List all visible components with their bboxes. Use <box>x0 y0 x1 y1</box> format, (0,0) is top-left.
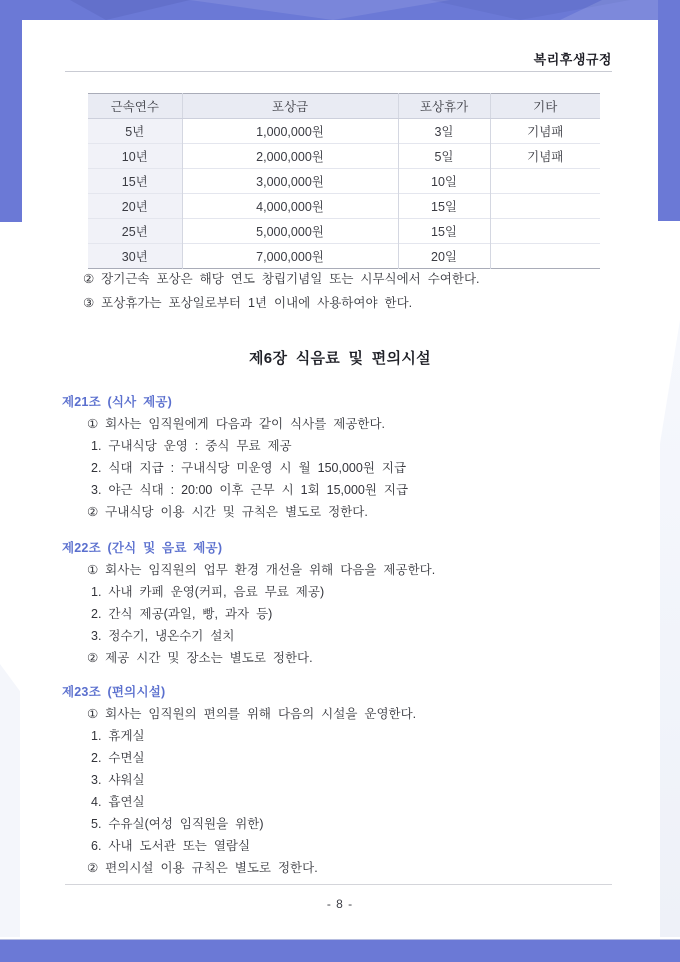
table-header-cell: 포상금 <box>182 94 398 119</box>
table-header-cell: 포상휴가 <box>398 94 490 119</box>
section-article-22 <box>62 537 435 669</box>
section-line: ① 회사는 임직원의 업무 환경 개선을 위해 다음을 제공한다. <box>87 563 436 577</box>
header-divider <box>65 71 612 72</box>
section-line: 1. 구내식당 운영 : 중식 무료 제공 <box>91 439 292 453</box>
section-line: 3. 야근 식대 : 20:00 이후 근무 시 1회 15,000원 지급 <box>91 483 409 497</box>
long-service-award-table <box>88 93 600 269</box>
page-header-title: 복리후생규정 <box>533 52 612 67</box>
chapter-title: 제6장 식음료 및 편의시설 <box>249 350 431 367</box>
section-line: ② 구내식당 이용 시간 및 규칙은 별도로 정한다. <box>87 505 368 519</box>
table-cell: 15년 <box>88 169 182 194</box>
page-number: - 8 - <box>326 897 354 911</box>
table-cell: 5,000,000원 <box>182 219 398 244</box>
table-cell <box>490 169 600 194</box>
table-cell: 7,000,000원 <box>182 244 398 269</box>
section-line: 3. 정수기, 냉온수기 설치 <box>91 629 235 643</box>
section-line: ② 편의시설 이용 규칙은 별도로 정한다. <box>87 861 318 875</box>
table-cell: 20일 <box>398 244 490 269</box>
band-facet <box>190 0 450 20</box>
table-cell: 1,000,000원 <box>182 119 398 144</box>
section-heading: 제23조 (편의시설) <box>62 685 166 699</box>
table-row <box>88 119 600 144</box>
table-header-row <box>88 94 600 119</box>
table-row <box>88 144 600 169</box>
section-article-23 <box>62 681 416 879</box>
note-line: ② 장기근속 포상은 해당 연도 창립기념일 또는 시무식에서 수여한다. <box>83 272 480 286</box>
table-cell: 25년 <box>88 219 182 244</box>
table-cell: 기념패 <box>490 119 600 144</box>
table-cell: 2,000,000원 <box>182 144 398 169</box>
table-cell: 15일 <box>398 194 490 219</box>
table-cell: 15일 <box>398 219 490 244</box>
table-cell <box>490 219 600 244</box>
table-cell: 기념패 <box>490 144 600 169</box>
section-line: 2. 수면실 <box>91 751 145 765</box>
top-border-band <box>0 0 680 20</box>
right-light-strip <box>660 320 680 937</box>
table-row <box>88 219 600 244</box>
section-line: 4. 흡연실 <box>91 795 145 809</box>
section-line: ① 회사는 임직원의 편의를 위해 다음의 시설을 운영한다. <box>87 707 417 721</box>
section-line: 6. 사내 도서관 또는 열람실 <box>91 839 251 853</box>
section-line: 1. 휴게실 <box>91 729 145 743</box>
section-line: ① 회사는 임직원에게 다음과 같이 식사를 제공한다. <box>87 417 386 431</box>
table-cell: 3일 <box>398 119 490 144</box>
left-border-strip <box>0 0 22 222</box>
footer-divider <box>65 884 612 885</box>
table-header-cell: 기타 <box>490 94 600 119</box>
table-cell: 10년 <box>88 144 182 169</box>
section-article-21 <box>62 391 408 523</box>
table-cell: 30년 <box>88 244 182 269</box>
section-line: ② 제공 시간 및 장소는 별도로 정한다. <box>87 651 313 665</box>
bottom-border-band <box>0 939 680 962</box>
table-row <box>88 169 600 194</box>
section-line: 2. 식대 지급 : 구내식당 미운영 시 월 150,000원 지급 <box>91 461 407 475</box>
table-cell: 5년 <box>88 119 182 144</box>
table-cell: 5일 <box>398 144 490 169</box>
section-heading: 제21조 (식사 제공) <box>62 395 173 409</box>
section-line: 2. 간식 제공(과일, 빵, 과자 등) <box>91 607 273 621</box>
table-row <box>88 244 600 269</box>
table-cell: 20년 <box>88 194 182 219</box>
table-cell <box>490 194 600 219</box>
right-border-strip <box>658 0 680 221</box>
table-cell: 10일 <box>398 169 490 194</box>
section-line: 1. 사내 카페 운영(커피, 음료 무료 제공) <box>91 585 325 599</box>
table-row <box>88 194 600 219</box>
table-cell <box>490 244 600 269</box>
table-cell: 4,000,000원 <box>182 194 398 219</box>
section-line: 5. 수유실(여성 임직원을 위한) <box>91 817 264 831</box>
table-header-cell: 근속연수 <box>88 94 182 119</box>
table-cell: 3,000,000원 <box>182 169 398 194</box>
note-line: ③ 포상휴가는 포상일로부터 1년 이내에 사용하여야 한다. <box>83 296 413 310</box>
section-line: 3. 샤워실 <box>91 773 145 787</box>
award-notes <box>83 267 480 315</box>
section-heading: 제22조 (간식 및 음료 제공) <box>62 541 223 555</box>
band-facet <box>70 0 190 20</box>
